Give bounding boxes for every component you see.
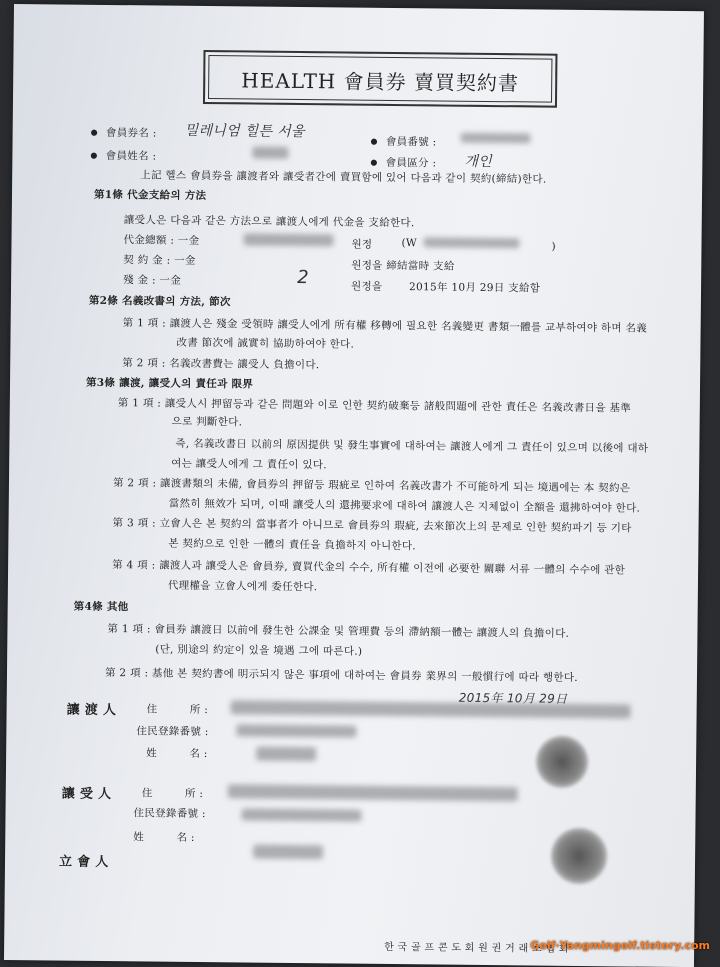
article3-p2b: 當然히 無效가 되며, 이때 讓受人의 還拂要求에 대하여 讓渡人은 지체없이 全額을 還拂하여야 한다. — [168, 497, 641, 515]
article3-p4a: 第 4 項 : 讓渡人과 讓受人은 會員券, 賣買代金의 수수, 所有權 이전에 必要한 關聯 서류 一體의 수수에 관한 — [112, 559, 626, 577]
redacted-transferee-name — [253, 845, 323, 860]
redacted-transferor-name — [256, 747, 316, 762]
title-box — [203, 50, 558, 108]
balance-label: 殘 金 : 一金 — [123, 274, 182, 287]
article4-heading: 第4條 其他 — [73, 600, 129, 614]
article3-p2a: 第 2 項 : 讓渡書類의 未備, 會員券의 押留등 瑕疵로 인하여 名義改書가 不可能하게 되는 境遇에는 本 契約은 — [112, 477, 631, 495]
redacted-transferee-id — [241, 808, 361, 821]
article3-p1a: 第 1 項 : 讓受人시 押留등과 같은 問題와 이로 인한 契約破棄등 諸般問題에 관한 責任은 名義改書日을 基準 — [117, 397, 632, 415]
transferor-address-label: 住 所 : — [146, 703, 209, 717]
deposit-label: 契 約 金 : 一金 — [123, 254, 196, 267]
member-type-label: ● 會員區分 : — [370, 155, 436, 171]
transferee-label: 讓 受 人 — [61, 786, 112, 803]
member-number-label: ● 會員番號 : — [371, 134, 437, 150]
article4-p1a: 第 1 項 : 會員券 讓渡日 以前에 發生한 公課金 및 管理費 등의 滯納額一體는 讓渡人의 負擔이다. — [107, 623, 570, 640]
article3-p3a: 第 3 項 : 立會人은 본 契約의 當事者가 아니므로 會員券의 瑕疵, 去來節次上의 문제로 인한 契約파기 등 기타 — [112, 517, 632, 535]
article3-p1c: 즉, 名義改書日 以前의 原因提供 및 發生事實에 대하여는 讓渡人에게 그 責任이 있으며 以後에 대하 — [175, 437, 649, 455]
member-type-value: 개인 — [464, 153, 493, 171]
article1-heading: 第1條 代金支給의 方法 — [93, 188, 207, 203]
transferee-id-label: 住民登錄番號 : — [133, 807, 206, 821]
article2-p1a: 第 1 項 : 讓渡人은 殘金 受領時 讓受人에게 所有權 移轉에 필요한 名義變更 書類一體를 교부하여야 하며 名義 — [122, 317, 648, 335]
member-name-label: ● 會員姓名 : — [90, 148, 156, 164]
transferee-name-label: 姓 名 : — [133, 831, 195, 844]
article3-p4b: 代理權을 立會人에게 委任한다. — [167, 579, 318, 594]
balance-handwritten: 2 — [297, 266, 310, 289]
article2-p2: 第 2 項 : 名義改書費는 讓受人 負擔이다. — [122, 357, 320, 372]
redacted-member-number — [461, 133, 531, 144]
transferor-id-label: 住民登錄番號 : — [136, 725, 209, 739]
membership-name-label: ● 會員券名 : — [91, 125, 157, 141]
total-amount-won: 원정 — [351, 238, 373, 251]
article3-p1d: 여는 讓受人에게 그 責任이 있다. — [171, 457, 327, 472]
total-amount-close: ) — [551, 240, 556, 253]
article4-p1b: (단, 別途의 約定이 있을 境遇 그에 따른다.) — [155, 643, 363, 658]
redacted-total-amount — [243, 233, 333, 246]
total-amount-w: (W — [401, 237, 418, 250]
transferor-seal — [536, 736, 589, 789]
article2-p1b: 改書 節次에 誠實히 協助하여야 한다. — [176, 336, 355, 351]
redacted-transferee-address — [228, 784, 518, 801]
article1-line: 讓受人은 다음과 같은 方法으로 讓渡人에게 代金을 支給한다. — [123, 214, 415, 230]
balance-date: 2015年 10月 29日 支給함 — [408, 281, 541, 295]
blog-watermark: Golf·Yangmingolf.tistory.com — [530, 939, 710, 952]
redacted-member-name — [252, 147, 288, 159]
intro-text: 上記 헬스 會員券을 讓渡者와 讓受者간에 賣買함에 있어 다음과 같이 契約(締結)한다. — [140, 169, 547, 186]
footer-association: 한 국 골 프 콘 도 회 원 권 거 래 소 협 회 — [384, 941, 569, 955]
article4-p2: 第 2 項 : 基他 본 契約書에 明示되지 않은 事項에 대하여는 會員券 業界의 一般慣行에 따라 행한다. — [104, 666, 579, 684]
transferor-name-label: 姓 名 : — [146, 747, 208, 761]
article2-heading: 第2條 名義改書의 方法, 節次 — [88, 294, 231, 309]
transferor-label: 讓 渡 人 — [66, 702, 117, 719]
document-title: HEALTH 會員券 賣買契約書 — [241, 68, 520, 96]
transferee-address-label: 住 所 : — [141, 787, 204, 801]
witness-label: 立 會 人 — [58, 854, 109, 871]
article3-p3b: 본 契約으로 인한 一體의 責任을 負擔하지 아니한다. — [168, 537, 417, 553]
signing-date: 2015年 10月 29日 — [458, 690, 568, 706]
article3-heading: 第3條 讓渡, 讓受人의 責任과 限界 — [85, 376, 254, 391]
membership-name-value: 밀레니엄 힐튼 서울 — [184, 122, 305, 141]
contract-document — [4, 4, 704, 967]
balance-won: 원정을 — [350, 280, 383, 293]
total-amount-label: 代金總額 : 一金 — [123, 234, 200, 247]
witness-seal — [551, 828, 608, 885]
redacted-transferor-id — [236, 724, 356, 737]
deposit-note: 원정을 締結當時 支給 — [351, 259, 455, 273]
redacted-transferor-address — [231, 700, 631, 718]
redacted-total-w — [423, 237, 519, 248]
article3-p1b: 으로 判斷한다. — [171, 415, 243, 429]
